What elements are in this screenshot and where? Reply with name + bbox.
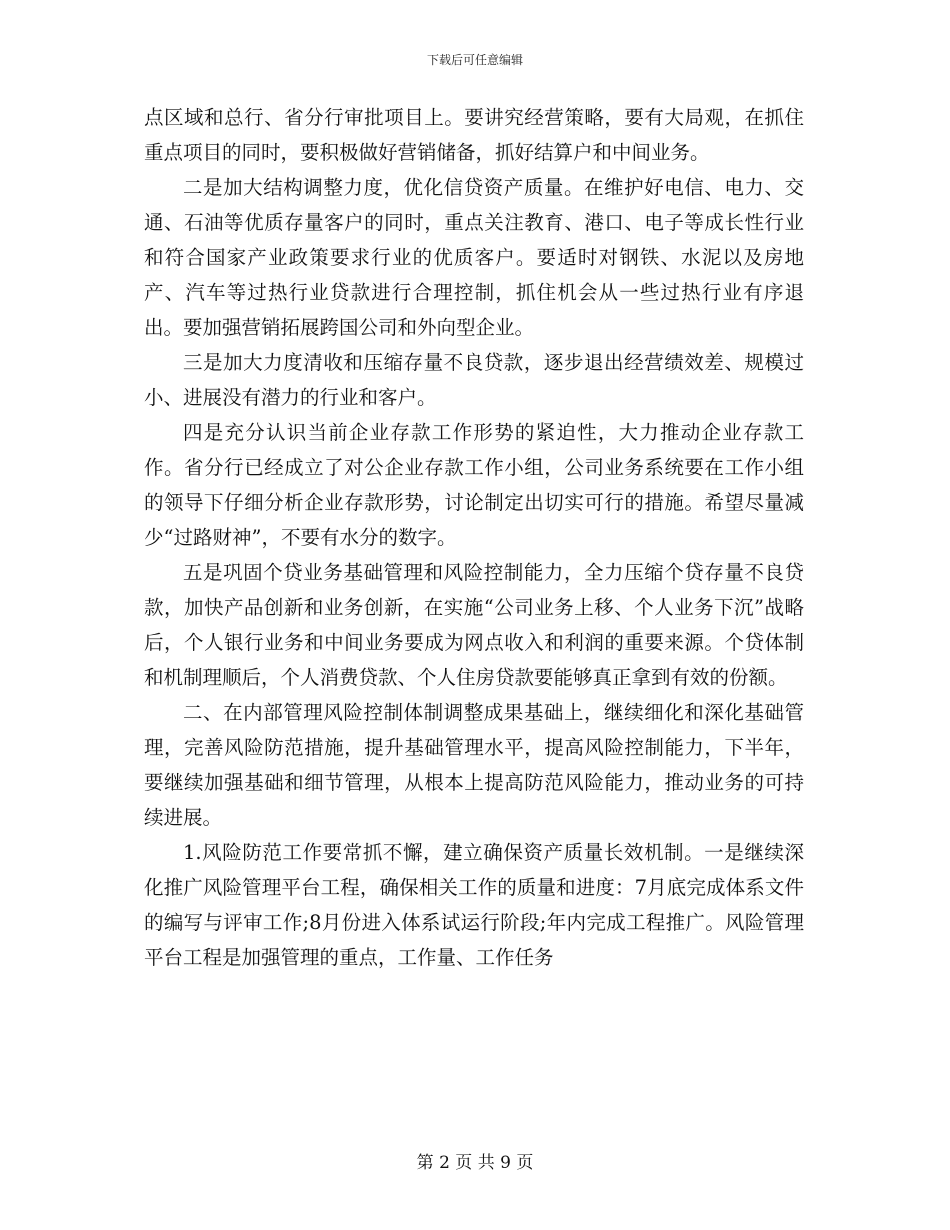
document-body [144,100,804,975]
paragraph-risk-prevention: 1.风险防范工作要常抓不懈，建立确保资产质量长效机制。一是继续深化推广风险管理平台工程，确保相关工作的质量和进度：7月底完成体系文件的编写与评审工作;8月份进入体系试运行阶段;年内完成工程推广。风险管理平台工程是加强管理的重点，工作量、工作任务 [144,841,804,969]
paragraph-bad-loans: 三是加大力度清收和压缩存量不良贷款，逐步退出经营绩效差、规模过小、进展没有潜力的行业和客户。 [144,351,804,409]
page-number: 第 2 页 共 9 页 [416,1153,534,1173]
paragraph-structure-adjustment: 二是加大结构调整力度，优化信贷资产质量。在维护好电信、电力、交通、石油等优质存量客户的同时，重点关注教育、港口、电子等成长性行业和符合国家产业政策要求行业的优质客户。要适时对钢铁、水泥以及房地产、汽车等过热行业贷款进行合理控制，抓住机会从一些过热行业有序退出。要加强营销拓展跨国公司和外向型企业。 [144,176,804,339]
page-header: 下载后可任意编辑 [426,53,523,67]
paragraph-continuation: 点区域和总行、省分行审批项目上。要讲究经营策略，要有大局观，在抓住重点项目的同时，要积极做好营销储备，抓好结算户和中间业务。 [144,106,804,164]
paragraph-enterprise-deposits: 四是充分认识当前企业存款工作形势的紧迫性，大力推动企业存款工作。省分行已经成立了对公企业存款工作小组，公司业务系统要在工作小组的领导下仔细分析企业存款形势，讨论制定出切实可行的措施。希望尽量减少“过路财神”，不要有水分的数字。 [144,421,804,549]
paragraph-internal-management: 二、在内部管理风险控制体制调整成果基础上，继续细化和深化基础管理，完善风险防范措施，提升基础管理水平，提高风险控制能力，下半年，要继续加强基础和细节管理，从根本上提高防范风险能力，推动业务的可持续进展。 [144,701,804,829]
paragraph-personal-loans: 五是巩固个贷业务基础管理和风险控制能力，全力压缩个贷存量不良贷款，加快产品创新和业务创新，在实施“公司业务上移、个人业务下沉”战略后，个人银行业务和中间业务要成为网点收入和利润的重要来源。个贷体制和机制理顺后，个人消费贷款、个人住房贷款要能够真正拿到有效的份额。 [144,561,804,689]
